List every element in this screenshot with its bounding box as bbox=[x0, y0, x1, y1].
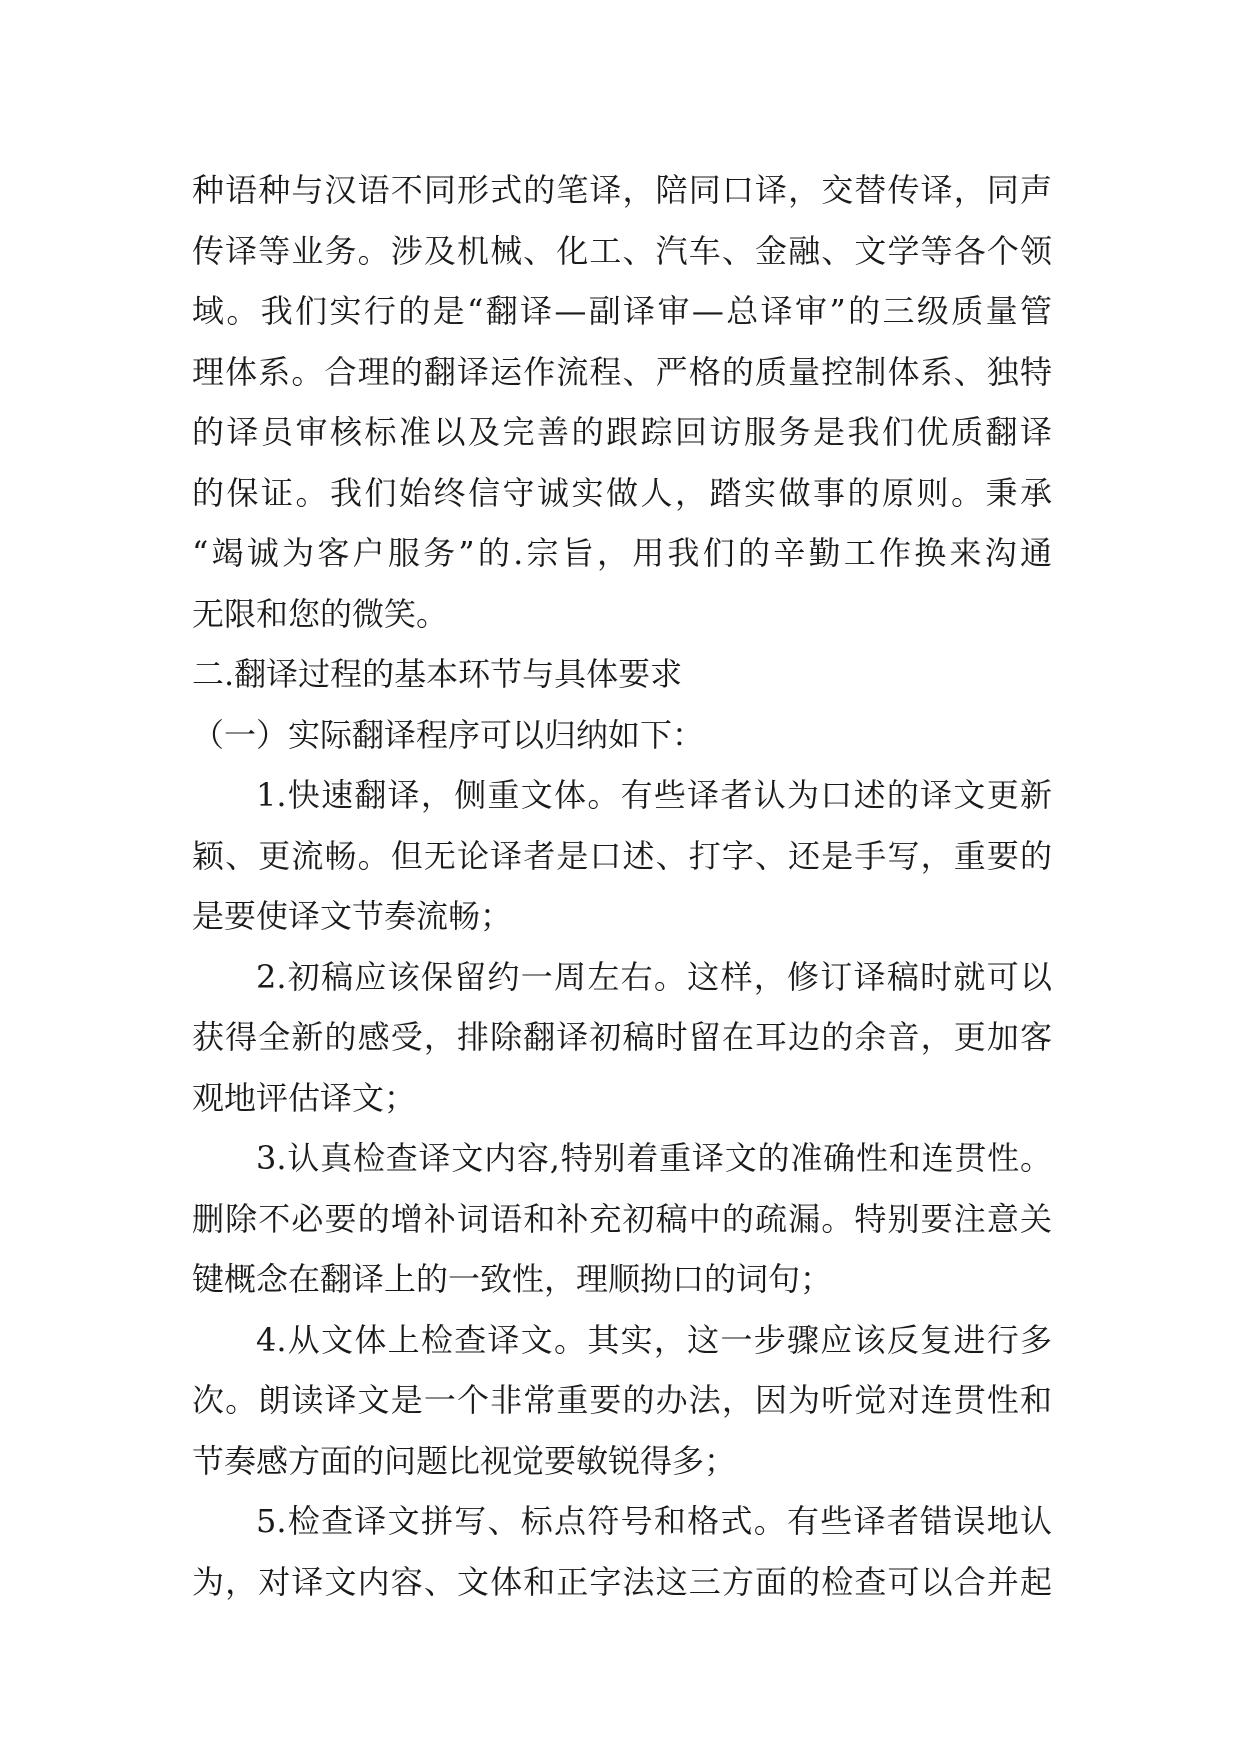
text-line: 次。朗读译文是一个非常重要的办法，因为听觉对连贯性和 bbox=[192, 1381, 1052, 1419]
text-line: “竭诚为客户服务”的.宗旨，用我们的辛勤工作换来沟通 bbox=[192, 534, 1052, 572]
heading-text: 二.翻译过程的基本环节与具体要求 bbox=[192, 655, 683, 693]
text-line: 是要使译文节奏流畅； bbox=[192, 897, 513, 935]
text-line: 无限和您的微笑。 bbox=[192, 594, 449, 633]
paragraph-company-intro bbox=[192, 160, 1052, 644]
list-item-4 bbox=[192, 1310, 1052, 1492]
text-line: 理体系。合理的翻译运作流程、严格的质量控制体系、独特 bbox=[192, 352, 1052, 391]
document-page bbox=[192, 160, 1052, 1612]
text-line: 的保证。我们始终信守诚实做人，踏实做事的原则。秉承 bbox=[192, 473, 1052, 512]
text-line: 传译等业务。涉及机械、化工、汽车、金融、文学等各个领 bbox=[192, 231, 1052, 270]
text-line: 键概念在翻译上的一致性，理顺拗口的词句； bbox=[192, 1260, 833, 1298]
text-line: 种语种与汉语不同形式的笔译，陪同口译，交替传译，同声 bbox=[192, 171, 1052, 209]
text-line: 4.从文体上检查译文。其实，这一步骤应该反复进行多 bbox=[256, 1320, 1052, 1359]
list-item-2 bbox=[192, 947, 1052, 1129]
subsection-heading bbox=[192, 705, 1052, 766]
text-line: 获得全新的感受，排除翻译初稿时留在耳边的余音，更加客 bbox=[192, 1018, 1052, 1056]
text-line: 删除不必要的增补词语和补充初稿中的疏漏。特别要注意关 bbox=[192, 1199, 1052, 1238]
text-line: 域。我们实行的是“翻译—副译审—总译审”的三级质量管 bbox=[192, 292, 1052, 330]
section-heading bbox=[192, 644, 1052, 705]
text-line: 观地评估译文； bbox=[192, 1078, 417, 1117]
list-item-3 bbox=[192, 1128, 1052, 1310]
text-line: 1.快速翻译，侧重文体。有些译者认为口述的译文更新 bbox=[256, 776, 1052, 814]
text-line: 2.初稿应该保留约一周左右。这样，修订译稿时就可以 bbox=[256, 957, 1052, 996]
subheading-text: （一）实际翻译程序可以归纳如下： bbox=[192, 715, 705, 754]
text-line: 颖、更流畅。但无论译者是口述、打字、还是手写，重要的 bbox=[192, 836, 1052, 875]
text-line: 为，对译文内容、文体和正字法这三方面的检查可以合并起 bbox=[192, 1562, 1052, 1601]
text-line: 节奏感方面的问题比视觉要敏锐得多； bbox=[192, 1441, 737, 1480]
text-line: 的译员审核标准以及完善的跟踪回访服务是我们优质翻译 bbox=[192, 413, 1052, 451]
list-item-5 bbox=[192, 1491, 1052, 1612]
text-line: 3.认真检查译文内容,特别着重译文的准确性和连贯性。 bbox=[256, 1139, 1052, 1177]
text-line: 5.检查译文拼写、标点符号和格式。有些译者错误地认 bbox=[256, 1502, 1052, 1540]
list-item-1 bbox=[192, 765, 1052, 947]
